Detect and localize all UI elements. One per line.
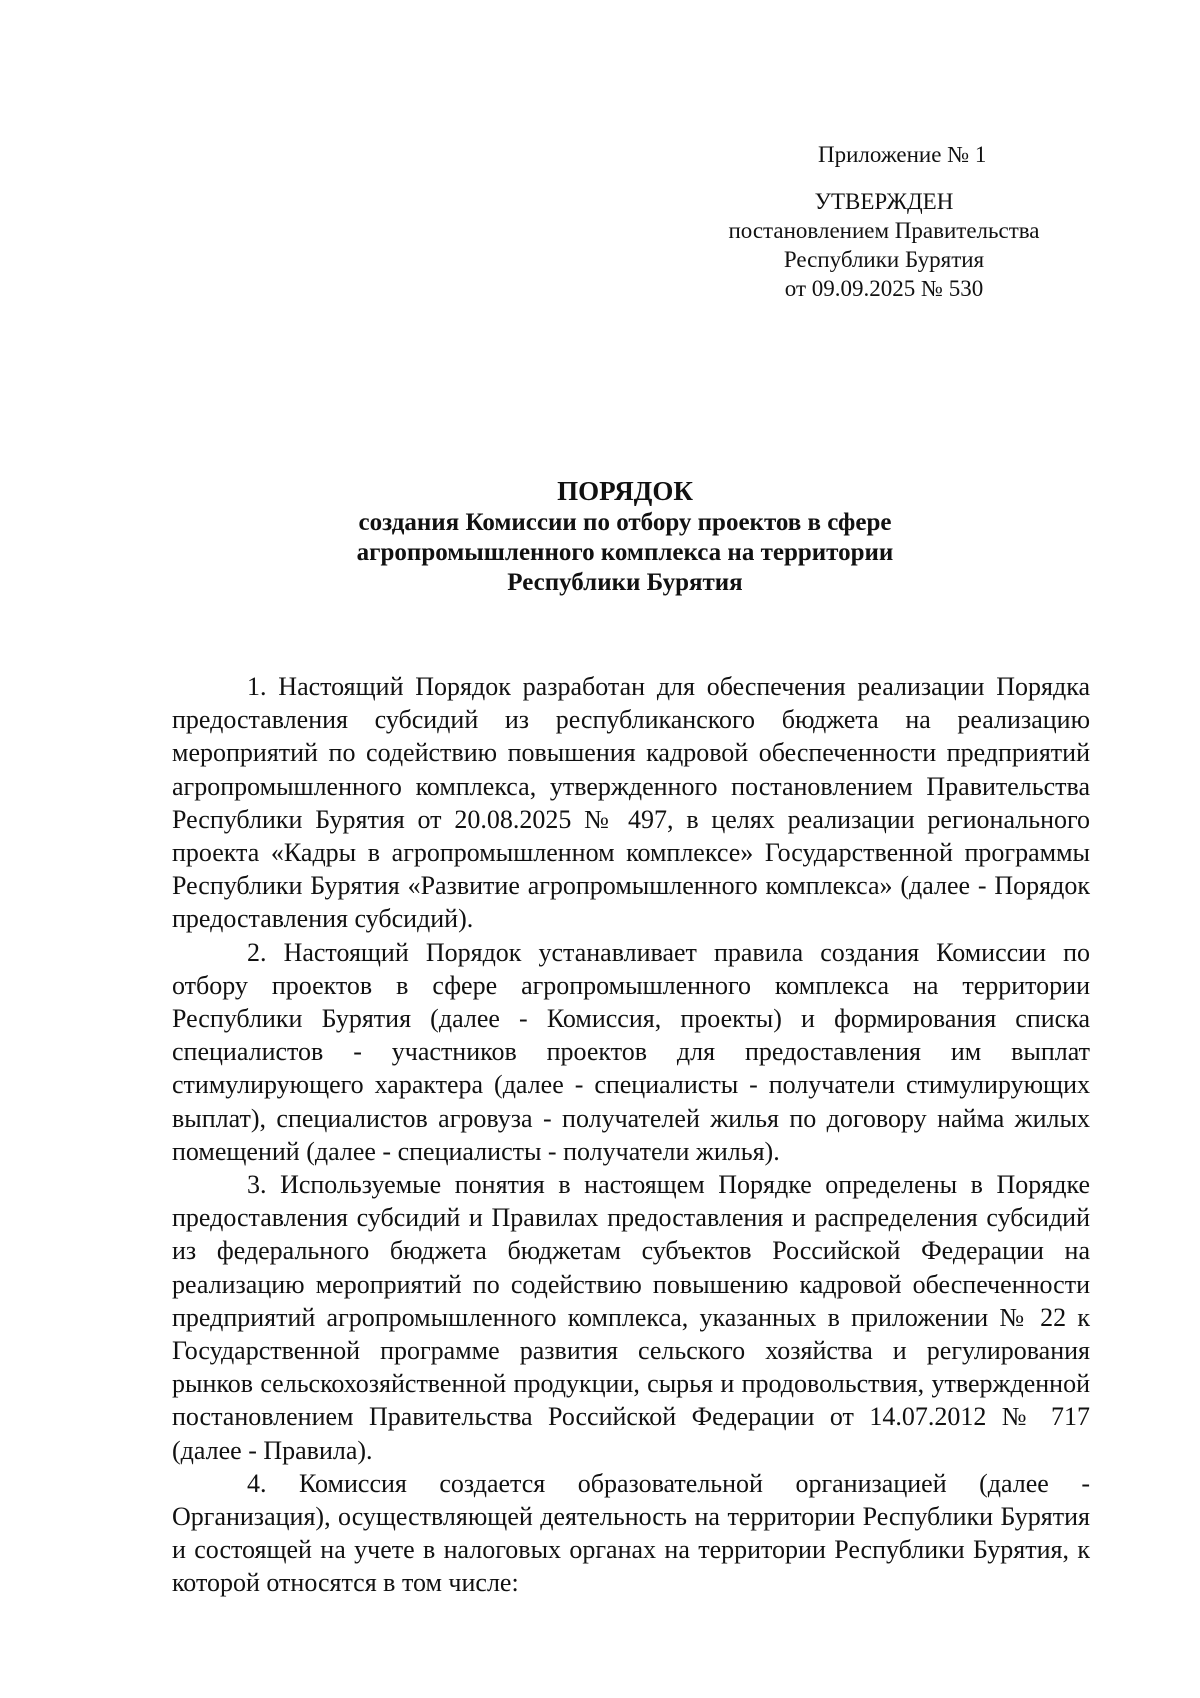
approved-date: от 09.09.2025 № 530 [784,276,984,301]
paragraph-1: 1. Настоящий Порядок разработан для обеспечения реализации Порядка предоставления субсидий из республиканского бюджета на реализацию мероприятий по содействию повышения кадровой обеспеченности предприятий агропромышленного комплекса, утвержденного постановлением Правительства Республики Бурятия от 20.08.2025 № 497, в целях реализации регионального проекта «Кадры в агропромышленном комплексе» Государственной программы Республики Бурятия «Развитие агропромышленного комплекса» (далее - Порядок предоставления субсидий). [172,672,1090,934]
title-line3: Республики Бурятия [507,569,743,596]
title-line1: создания Комиссии по отбору проектов в сфере [358,509,892,536]
paragraph-4: 4. Комиссия создается образовательной организацией (далее - Организация), осуществляющей деятельность на территории Республики Бурятия и состоящей на учете в налоговых органах на территории Республики Бурятия, к которой относятся в том числе: [172,1468,1090,1598]
approval-block [700,140,1080,303]
approved-by-line1: постановлением Правительства [728,218,1040,243]
document-title [160,476,1090,598]
title-main: ПОРЯДОК [557,476,693,506]
approved-by-line2: Республики Бурятия [783,247,985,272]
approval-stamp [700,187,1080,303]
document-body [172,670,1090,1600]
paragraph-2: 2. Настоящий Порядок устанавливает правила создания Комиссии по отбору проектов в сфере агропромышленного комплекса на территории Республики Бурятия (далее - Комиссия, проекты) и формирования списка специалистов - участников проектов для предоставления им выплат стимулирующего характера (далее - специалисты - получатели стимулирующих выплат), специалистов агровуза - получателей жилья по договору найма жилых помещений (далее - специалисты - получатели жилья). [172,937,1090,1166]
appendix-label: Приложение № 1 [818,142,987,167]
title-line2: агропромышленного комплекса на территории [356,539,894,566]
paragraph-3: 3. Используемые понятия в настоящем Порядке определены в Порядке предоставления субсидий и Правилах предоставления и распределения субсидий из федерального бюджета бюджетам субъектов Российской Федерации на реализацию мероприятий по содействию повышению кадровой обеспеченности предприятий агропромышленного комплекса, указанных в приложении № 22 к Государственной программе развития сельского хозяйства и регулирования рынков сельскохозяйственной продукции, сырья и продовольствия, утвержденной постановлением Правительства Российской Федерации от 14.07.2012 № 717 (далее - Правила). [172,1170,1090,1465]
approved-label: УТВЕРЖДЕН [814,189,954,214]
